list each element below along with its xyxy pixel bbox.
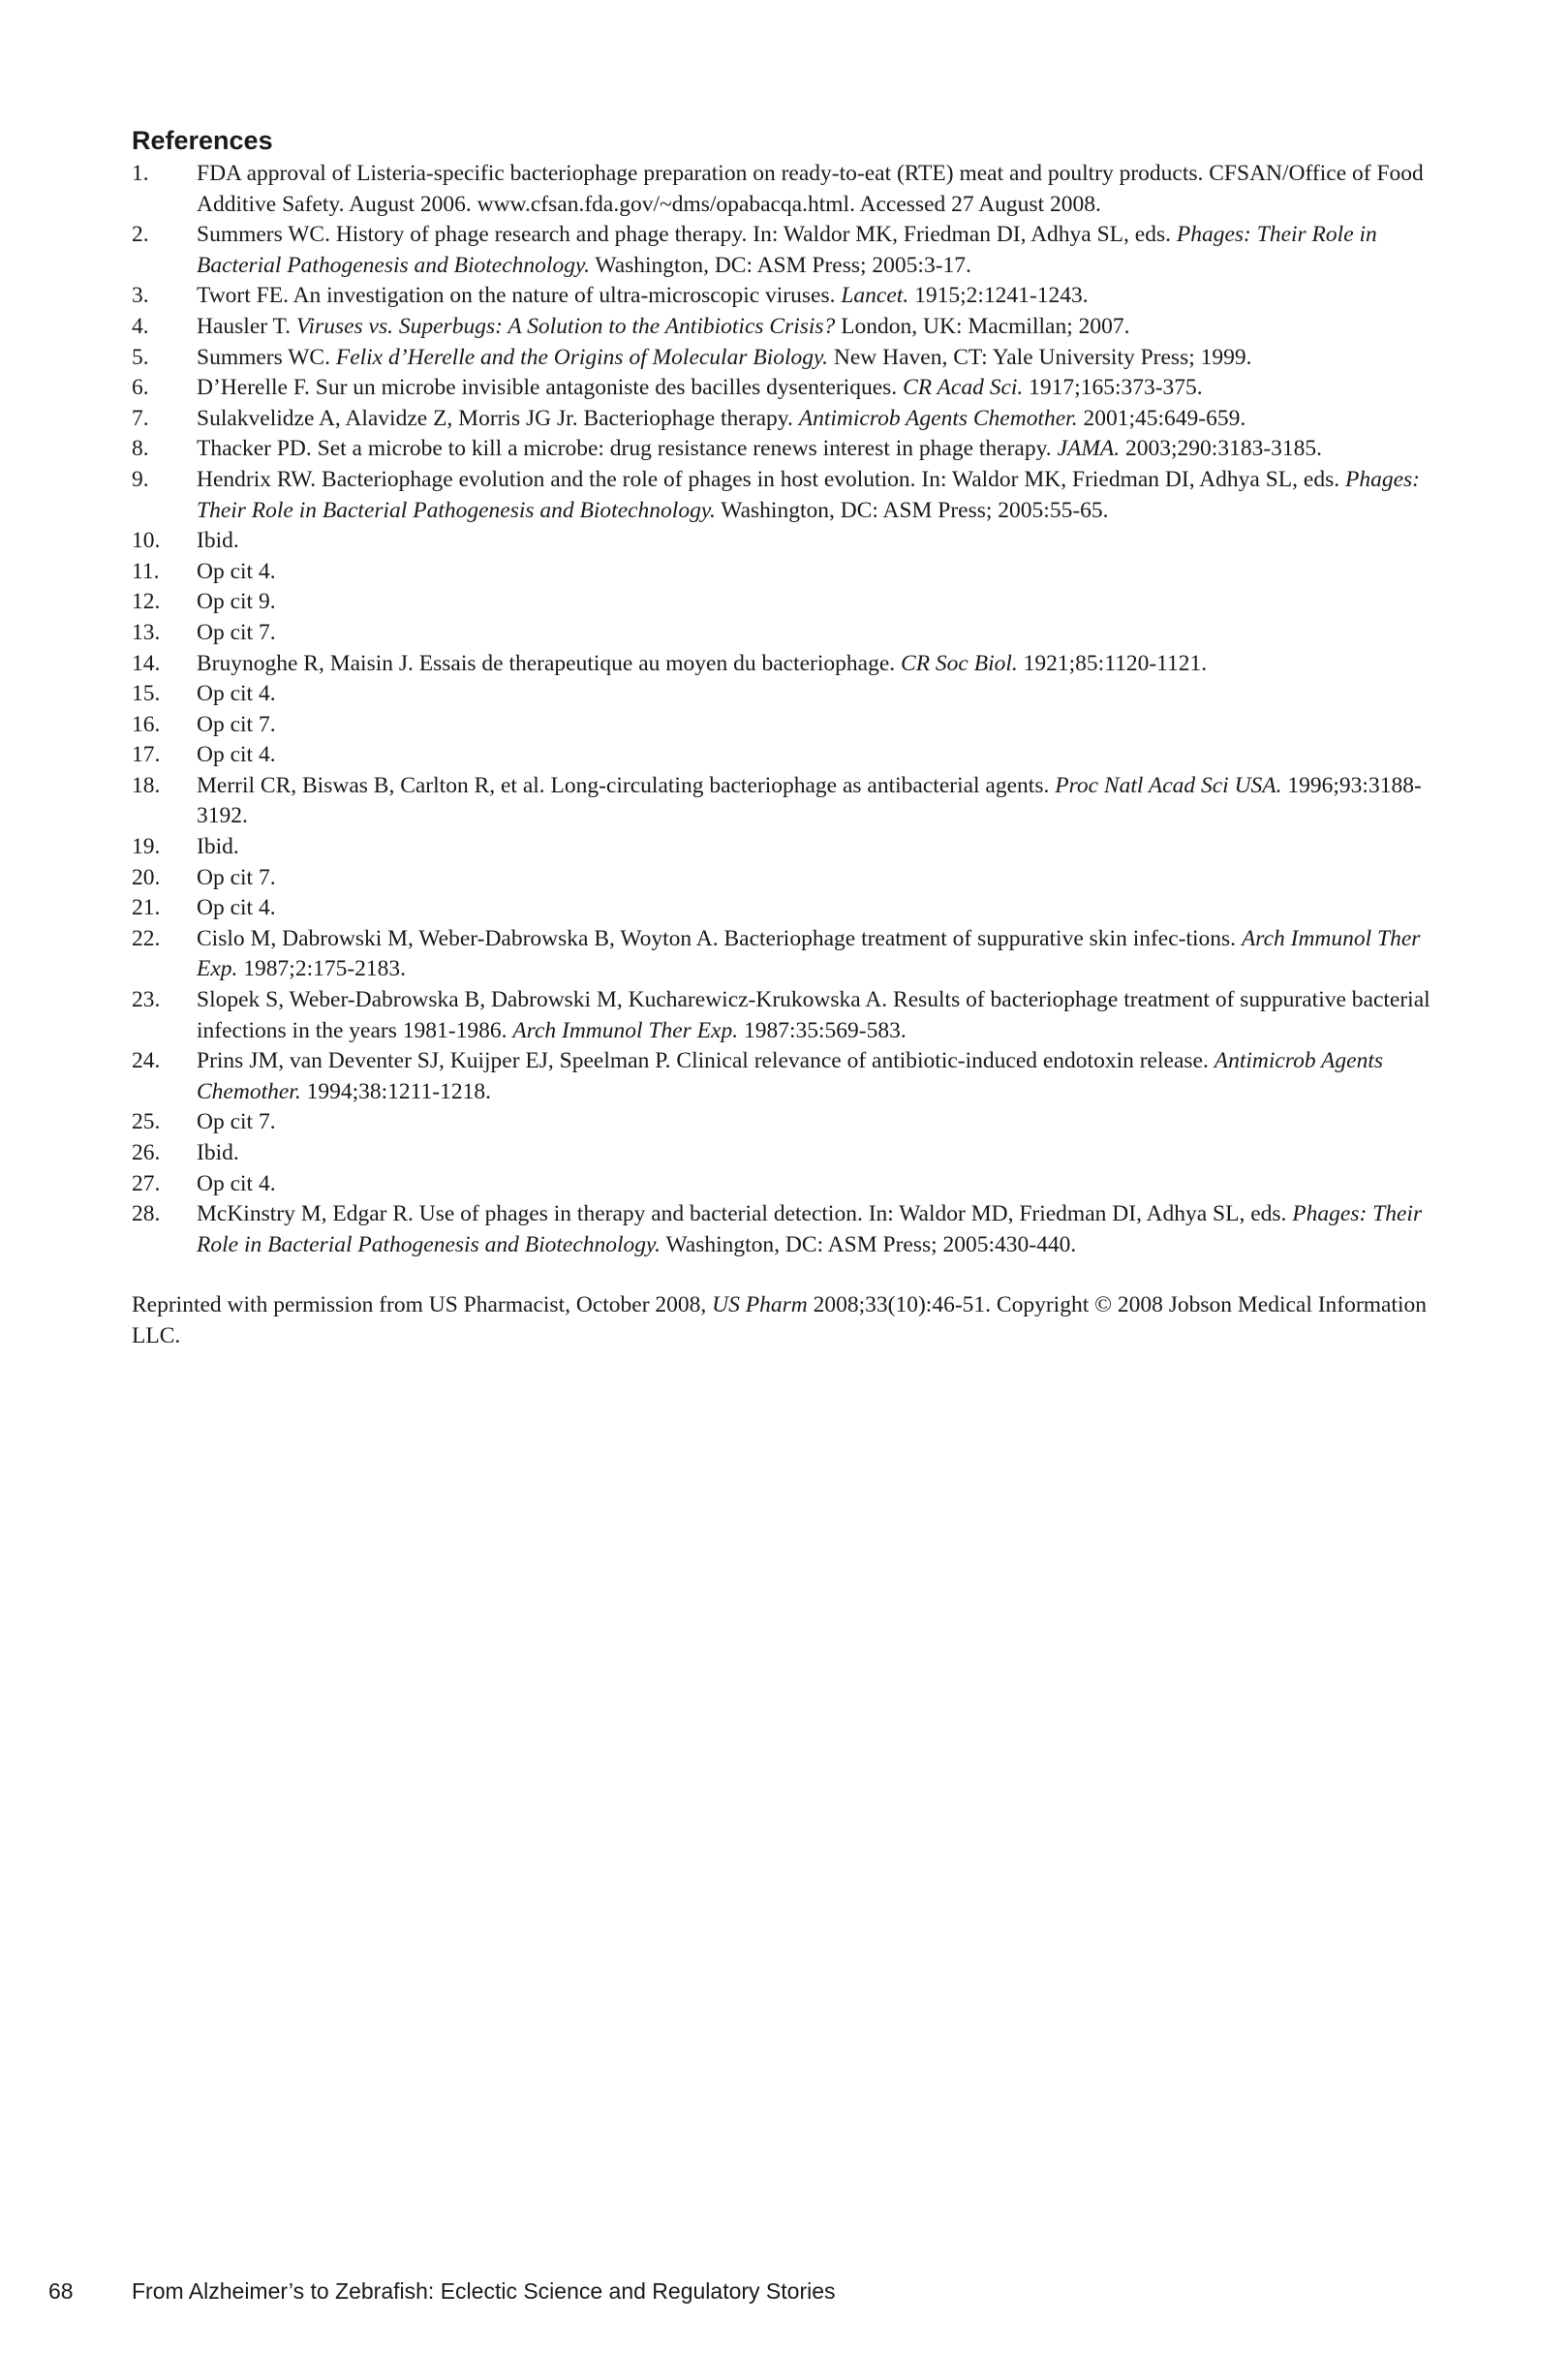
reference-body: [197, 283, 1089, 308]
reference-number: 18.: [132, 772, 161, 798]
reference-title-italic: JAMA.: [1057, 436, 1121, 462]
reference-item: [132, 863, 1449, 894]
reference-body: [197, 222, 1377, 278]
reference-body: [197, 528, 239, 553]
reference-item: [132, 526, 1449, 557]
reference-item: [132, 343, 1449, 374]
reference-title-italic: Phages: Their Role in Bacterial Pathogenesis and Biotechnology.: [197, 1201, 1423, 1257]
reference-body: [197, 834, 239, 859]
reference-item: [132, 618, 1449, 649]
reference-title-italic: Arch Immunol Ther Exp.: [512, 1017, 739, 1043]
reference-text: 1987;2:175-2183.: [237, 956, 407, 982]
reference-number: 1.: [132, 161, 149, 186]
references-page: [132, 124, 1449, 1352]
reference-text: Sulakvelidze A, Alavidze Z, Morris JG Jr. Bacteriophage therapy.: [197, 405, 799, 431]
reference-text: Op cit 4.: [197, 558, 276, 584]
reference-body: [197, 926, 1420, 982]
reference-number: 6.: [132, 375, 149, 401]
reference-text: Ibid.: [197, 834, 239, 860]
reference-text: Prins JM, van Deventer SJ, Kuijper EJ, Speelman P. Clinical relevance of antibiotic-induced endotoxin release.: [197, 1048, 1214, 1074]
reference-text: New Haven, CT: Yale University Press; 1999.: [828, 344, 1252, 370]
reference-text: Washington, DC: ASM Press; 2005:3-17.: [589, 252, 971, 278]
reference-number: 17.: [132, 742, 161, 768]
reference-text: Merril CR, Biswas B, Carlton R, et al. Long-circulating bacteriophage as antibacterial agents.: [197, 772, 1056, 798]
reference-body: [197, 681, 276, 706]
reference-text: Summers WC. History of phage research and phage therapy. In: Waldor MK, Friedman DI, Adhya SL, eds.: [197, 222, 1177, 248]
reference-number: 27.: [132, 1170, 161, 1196]
reference-item: [132, 281, 1449, 312]
reference-number: 26.: [132, 1140, 161, 1165]
reference-item: [132, 1107, 1449, 1138]
reference-number: 13.: [132, 619, 161, 645]
reference-text: Op cit 7.: [197, 864, 276, 890]
reference-text: Cislo M, Dabrowski M, Weber-Dabrowska B, Woyton A. Bacteriophage treatment of suppurative skin infec-tions.: [197, 925, 1242, 951]
reference-item: [132, 710, 1449, 741]
reference-title-italic: CR Soc Biol.: [901, 650, 1018, 676]
reference-number: 15.: [132, 681, 161, 707]
reference-number: 7.: [132, 405, 149, 431]
reference-text: Summers WC.: [197, 344, 336, 370]
reference-body: [197, 651, 1207, 676]
reference-item: [132, 1138, 1449, 1169]
reference-text: 2008;33(10):46-51. Copyright © 2008 Jobson Medical Information LLC.: [132, 1292, 1427, 1348]
reference-text: 2001;45:649-659.: [1077, 405, 1246, 431]
reference-text: Op cit 4.: [197, 895, 276, 921]
reference-body: [197, 620, 276, 645]
reference-text: Op cit 9.: [197, 589, 276, 615]
reference-body: [197, 345, 1252, 370]
reference-body: [197, 773, 1422, 829]
reference-body: [197, 467, 1420, 523]
reference-number: 21.: [132, 895, 161, 921]
reference-item: [132, 679, 1449, 710]
reference-item: [132, 434, 1449, 465]
reference-number: 5.: [132, 344, 149, 370]
reference-number: 11.: [132, 558, 160, 584]
reference-text: Bruynoghe R, Maisin J. Essais de therapeutique au moyen du bacteriophage.: [197, 650, 902, 676]
reference-body: [197, 589, 276, 614]
reference-text: 1915;2:1241-1243.: [908, 283, 1089, 309]
reference-item: [132, 924, 1449, 985]
reference-title-italic: Proc Natl Acad Sci USA.: [1055, 772, 1282, 798]
reference-body: [197, 742, 276, 767]
reference-text: Washington, DC: ASM Press; 2005:430-440.: [661, 1231, 1077, 1257]
reference-item: [132, 1046, 1449, 1107]
reference-body: [197, 1109, 276, 1134]
reference-number: 10.: [132, 528, 161, 554]
reference-text: 1994;38:1211-1218.: [300, 1078, 491, 1104]
reference-body: [197, 895, 276, 920]
reference-text: Twort FE. An investigation on the nature of ultra-microscopic viruses.: [197, 283, 842, 309]
reference-item: [132, 740, 1449, 771]
reference-item: [132, 373, 1449, 404]
reference-number: 23.: [132, 987, 161, 1013]
reference-text: Hausler T.: [197, 313, 296, 339]
reference-body: [197, 436, 1322, 461]
reference-text: London, UK: Macmillan; 2007.: [835, 313, 1130, 339]
reference-text: Op cit 4.: [197, 742, 276, 768]
reference-title-italic: Phages: Their Role in Bacterial Pathogenesis and Biotechnology.: [197, 222, 1377, 278]
reference-body: [197, 314, 1129, 339]
reference-item: [132, 649, 1449, 680]
reference-text: Op cit 7.: [197, 619, 276, 645]
reference-item: [132, 832, 1449, 863]
reference-title-italic: Antimicrob Agents Chemother.: [197, 1048, 1383, 1104]
reference-text: Op cit 4.: [197, 681, 276, 707]
reference-item: [132, 220, 1449, 281]
reference-item: [132, 893, 1449, 924]
reference-item: [132, 1169, 1449, 1200]
reference-body: [197, 559, 276, 584]
reference-body: [197, 712, 276, 737]
reference-number: 8.: [132, 436, 149, 462]
reference-item: [132, 557, 1449, 588]
reference-text: McKinstry M, Edgar R. Use of phages in therapy and bacterial detection. In: Waldor MD, Friedman DI, Adhya SL, eds.: [197, 1201, 1293, 1227]
references-list: [132, 159, 1449, 1260]
reference-title-italic: CR Acad Sci.: [903, 375, 1024, 401]
reference-number: 19.: [132, 834, 161, 860]
reference-text: FDA approval of Listeria-specific bacteriophage preparation on ready-to-eat (RTE) meat and poultry products. CFSAN/Office of Food Additive Safety. August 2006. www.cfsan.fda.gov/~dms/opabacqa.html. Accessed 27 August 2008.: [197, 161, 1424, 217]
reference-text: 2003;290:3183-3185.: [1120, 436, 1323, 462]
reference-text: D’Herelle F. Sur un microbe invisible antagoniste des bacilles dysenteriques.: [197, 375, 904, 401]
book-title: From Alzheimer’s to Zebrafish: Eclectic Science and Regulatory Stories: [132, 2278, 836, 2304]
reference-item: [132, 159, 1449, 220]
reference-number: 12.: [132, 589, 161, 615]
reference-body: [197, 1140, 239, 1165]
reference-title-italic: Lancet.: [841, 283, 909, 309]
reference-title-italic: US Pharm: [712, 1292, 808, 1318]
reference-text: Ibid.: [197, 1140, 239, 1165]
reference-number: 14.: [132, 650, 161, 676]
reference-text: 1917;165:373-375.: [1023, 375, 1203, 401]
reprint-notice: [132, 1290, 1449, 1351]
reference-number: 25.: [132, 1109, 161, 1135]
reference-number: 2.: [132, 222, 149, 248]
reference-number: 16.: [132, 711, 161, 737]
reference-number: 24.: [132, 1048, 161, 1074]
reference-title-italic: Arch Immunol Ther Exp.: [197, 925, 1421, 982]
reference-text: Op cit 7.: [197, 1109, 276, 1135]
references-heading: References: [132, 126, 273, 155]
reference-body: [197, 987, 1430, 1043]
reference-text: Ibid.: [197, 528, 239, 554]
reference-text: Hendrix RW. Bacteriophage evolution and the role of phages in host evolution. In: Waldor MK, Friedman DI, Adhya SL, eds.: [197, 466, 1345, 492]
reference-title-italic: Viruses vs. Superbugs: A Solution to the Antibiotics Crisis?: [295, 313, 836, 339]
reference-body: [197, 1201, 1422, 1257]
reference-body: [197, 1171, 276, 1196]
reference-title-italic: Phages: Their Role in Bacterial Pathogenesis and Biotechnology.: [197, 466, 1420, 523]
reference-text: 1996;93:3188-3192.: [197, 772, 1422, 829]
reference-number: 22.: [132, 925, 161, 951]
reference-body: [197, 865, 276, 890]
reference-item: [132, 465, 1449, 526]
reference-number: 3.: [132, 283, 149, 309]
reference-text: Reprinted with permission from US Pharmacist, October 2008,: [132, 1292, 713, 1318]
reference-item: [132, 1199, 1449, 1260]
reference-title-italic: Antimicrob Agents Chemother.: [798, 405, 1078, 431]
reference-number: 28.: [132, 1201, 161, 1227]
reference-body: [197, 406, 1245, 431]
reference-item: [132, 985, 1449, 1046]
reference-body: [197, 1048, 1383, 1104]
reference-number: 4.: [132, 313, 149, 339]
reference-item: [132, 587, 1449, 618]
reference-body: [197, 161, 1424, 217]
reference-text: 1921;85:1120-1121.: [1017, 650, 1208, 676]
reference-text: Slopek S, Weber-Dabrowska B, Dabrowski M, Kucharewicz-Krukowska A. Results of bacteriophage treatment of suppurative bacterial infections in the years 1981-1986.: [197, 987, 1430, 1043]
reference-item: [132, 312, 1449, 343]
reference-text: Washington, DC: ASM Press; 2005:55-65.: [715, 497, 1109, 523]
reference-text: Op cit 7.: [197, 711, 276, 737]
reference-body: [197, 375, 1203, 400]
reference-number: 9.: [132, 466, 149, 492]
reference-item: [132, 771, 1449, 832]
reference-title-italic: Felix d’Herelle and the Origins of Molecular Biology.: [335, 344, 829, 370]
reference-item: [132, 404, 1449, 435]
reference-text: 1987:35:569-583.: [738, 1017, 907, 1043]
reference-text: Op cit 4.: [197, 1170, 276, 1196]
page-number: 68: [48, 2278, 74, 2304]
reference-number: 20.: [132, 864, 161, 890]
reference-text: Thacker PD. Set a microbe to kill a microbe: drug resistance renews interest in phage therapy.: [197, 436, 1058, 462]
